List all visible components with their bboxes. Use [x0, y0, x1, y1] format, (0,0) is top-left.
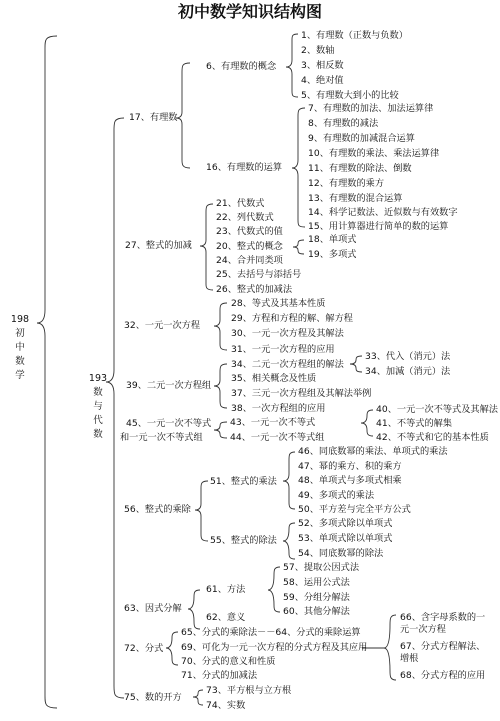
list-item: 57、提取公因式法 — [283, 562, 360, 573]
list-item: 1、有理数（正数与负数） — [301, 30, 408, 41]
list-item: 3、相反数 — [301, 60, 344, 71]
inequality-label-1: 45、一元一次不等式 — [126, 418, 212, 429]
list-item: 5、有理数大到小的比较 — [301, 90, 399, 101]
brace-system — [214, 364, 227, 408]
list-item: 31、一元一次方程的应用 — [231, 344, 335, 355]
list-item: 49、多项式的乘法 — [298, 490, 375, 501]
list-item: 11、有理数的除法、倒数 — [308, 163, 412, 174]
list-item: 42、不等式和它的基本性质 — [376, 432, 489, 443]
list-item: 15、用计算器进行简单的数的运算 — [308, 221, 449, 232]
brace-rational-ops — [292, 108, 305, 227]
list-item: 46、同底数幂的乘法、单项式的乘法 — [298, 446, 448, 457]
list-item: 47、幂的乘方、积的乘方 — [298, 461, 402, 472]
list-item: 43、一元一次不等式 — [230, 417, 316, 428]
list-item: 4、绝对值 — [301, 75, 344, 86]
list-item: 25、去括号与添括号 — [216, 269, 302, 280]
list-item: 66、含字母系数的一元一次方程 — [400, 612, 486, 635]
algebra-label: 193 数 与 代 数 — [88, 373, 108, 440]
brace-factor — [188, 590, 200, 629]
rational-concept-label: 6、有理数的概念 — [206, 61, 277, 72]
list-item: 8、有理数的减法 — [308, 118, 379, 129]
list-item: 44、一元一次不等式组 — [230, 432, 325, 443]
list-item: 70、分式的意义和性质 — [181, 656, 276, 667]
list-item: 30、一元一次方程及其解法 — [231, 328, 344, 339]
brace-div — [283, 523, 295, 559]
multiply-label: 56、整式的乘除 — [124, 504, 191, 515]
brace-integral — [200, 204, 213, 290]
brace-roots — [193, 690, 203, 705]
factor-meaning: 62、意义 — [206, 612, 246, 623]
list-item: 48、单项式与多项式相乘 — [298, 475, 402, 486]
list-item: 58、运用公式法 — [283, 577, 350, 588]
list-item: 10、有理数的乘法、乘法运算律 — [308, 148, 440, 159]
brace-inequality-items — [361, 410, 373, 436]
list-item: 67、分式方程解法、增根 — [400, 641, 486, 664]
rational-label: 17、有理数 — [129, 112, 178, 123]
inequality-label-2: 和一元一次不等式组 — [120, 432, 203, 443]
list-item: 53、单项式除以单项式 — [298, 533, 393, 544]
mul-label: 51、整式的乘法 — [210, 476, 277, 487]
list-item: 2、数轴 — [301, 45, 335, 56]
page-title: 初中数学知识结构图 — [177, 2, 322, 21]
root-label: 198 初 中 数 学 — [10, 314, 30, 381]
list-item: 41、不等式的解集 — [376, 418, 453, 429]
list-item: 54、同底数幂的除法 — [298, 548, 384, 559]
list-item: 60、其他分解法 — [283, 606, 350, 617]
brace-fraction-eq — [384, 615, 396, 680]
list-item: 9、有理数的加减混合运算 — [308, 133, 415, 144]
list-item: 24、合并同类项 — [216, 255, 283, 266]
list-item: 35、相关概念及性质 — [231, 373, 317, 384]
list-item: 12、有理数的乘方 — [308, 178, 385, 189]
list-item: 21、代数式 — [216, 198, 265, 209]
brace-linear — [214, 303, 227, 350]
integral-label: 27、整式的加减 — [125, 240, 192, 251]
brace-fraction — [166, 632, 178, 665]
list-item: 52、多项式除以单项式 — [298, 518, 393, 529]
brace-system-solve — [350, 356, 362, 372]
list-item: 20、整式的概念 — [216, 241, 283, 252]
list-item: 65、分式的乘除法－－64、分式的乘除运算 — [181, 627, 361, 638]
list-item: 34、二元一次方程组的解法 — [231, 359, 344, 370]
brace-root — [37, 36, 57, 708]
list-item: 38、一次方程组的应用 — [231, 403, 326, 414]
list-item: 40、一元一次不等式及其解法 — [376, 404, 498, 415]
factor-label: 63、因式分解 — [124, 603, 182, 614]
list-item: 71、分式的加减法 — [181, 670, 258, 681]
list-item: 73、平方根与立方根 — [206, 685, 292, 696]
list-item: 59、分组分解法 — [283, 592, 350, 603]
system-label: 39、二元一次方程组 — [126, 380, 212, 391]
list-item: 69、可化为一元一次方程的分式方程及其应用 — [181, 642, 368, 653]
div-label: 55、整式的除法 — [210, 535, 277, 546]
brace-multiply — [195, 481, 208, 541]
factor-method-label: 61、方法 — [206, 584, 246, 595]
list-item: 34、加減（消元）法 — [365, 366, 451, 377]
list-item: 29、方程和方程的解、解方程 — [231, 313, 353, 324]
brace-integral-concept — [293, 240, 304, 254]
list-item: 18、单项式 — [308, 234, 357, 245]
linear-label: 32、一元一次方程 — [124, 320, 201, 331]
rational-ops-label: 16、有理数的运算 — [206, 162, 283, 173]
list-item: 50、平方差与完全平方公式 — [298, 504, 411, 515]
list-item: 13、有理数的混合运算 — [308, 193, 403, 204]
list-item: 28、等式及其基本性质 — [231, 298, 326, 309]
brace-concept — [286, 34, 298, 97]
list-item: 7、有理数的加法、加法运算律 — [308, 103, 434, 114]
brace-rational — [176, 63, 190, 168]
list-item: 33、代入（消元）法 — [365, 351, 451, 362]
brace-inequality — [214, 422, 227, 438]
list-item: 23、代数式的值 — [216, 226, 283, 237]
brace-factor-method — [268, 567, 280, 612]
list-item: 19、多项式 — [308, 249, 357, 260]
list-item: 74、实数 — [206, 700, 246, 711]
list-item: 68、分式方程的应用 — [400, 670, 486, 681]
list-item: 37、三元一次方程组及其解法举例 — [231, 388, 372, 399]
roots-label: 75、数的开方 — [124, 692, 182, 703]
list-item: 14、科学记数法、近似数与有效数字 — [308, 207, 458, 218]
list-item: 22、列代数式 — [216, 212, 274, 223]
list-item: 26、整式的加减法 — [216, 284, 293, 295]
brace-mul — [283, 452, 295, 509]
fraction-label: 72、分式 — [124, 643, 164, 654]
